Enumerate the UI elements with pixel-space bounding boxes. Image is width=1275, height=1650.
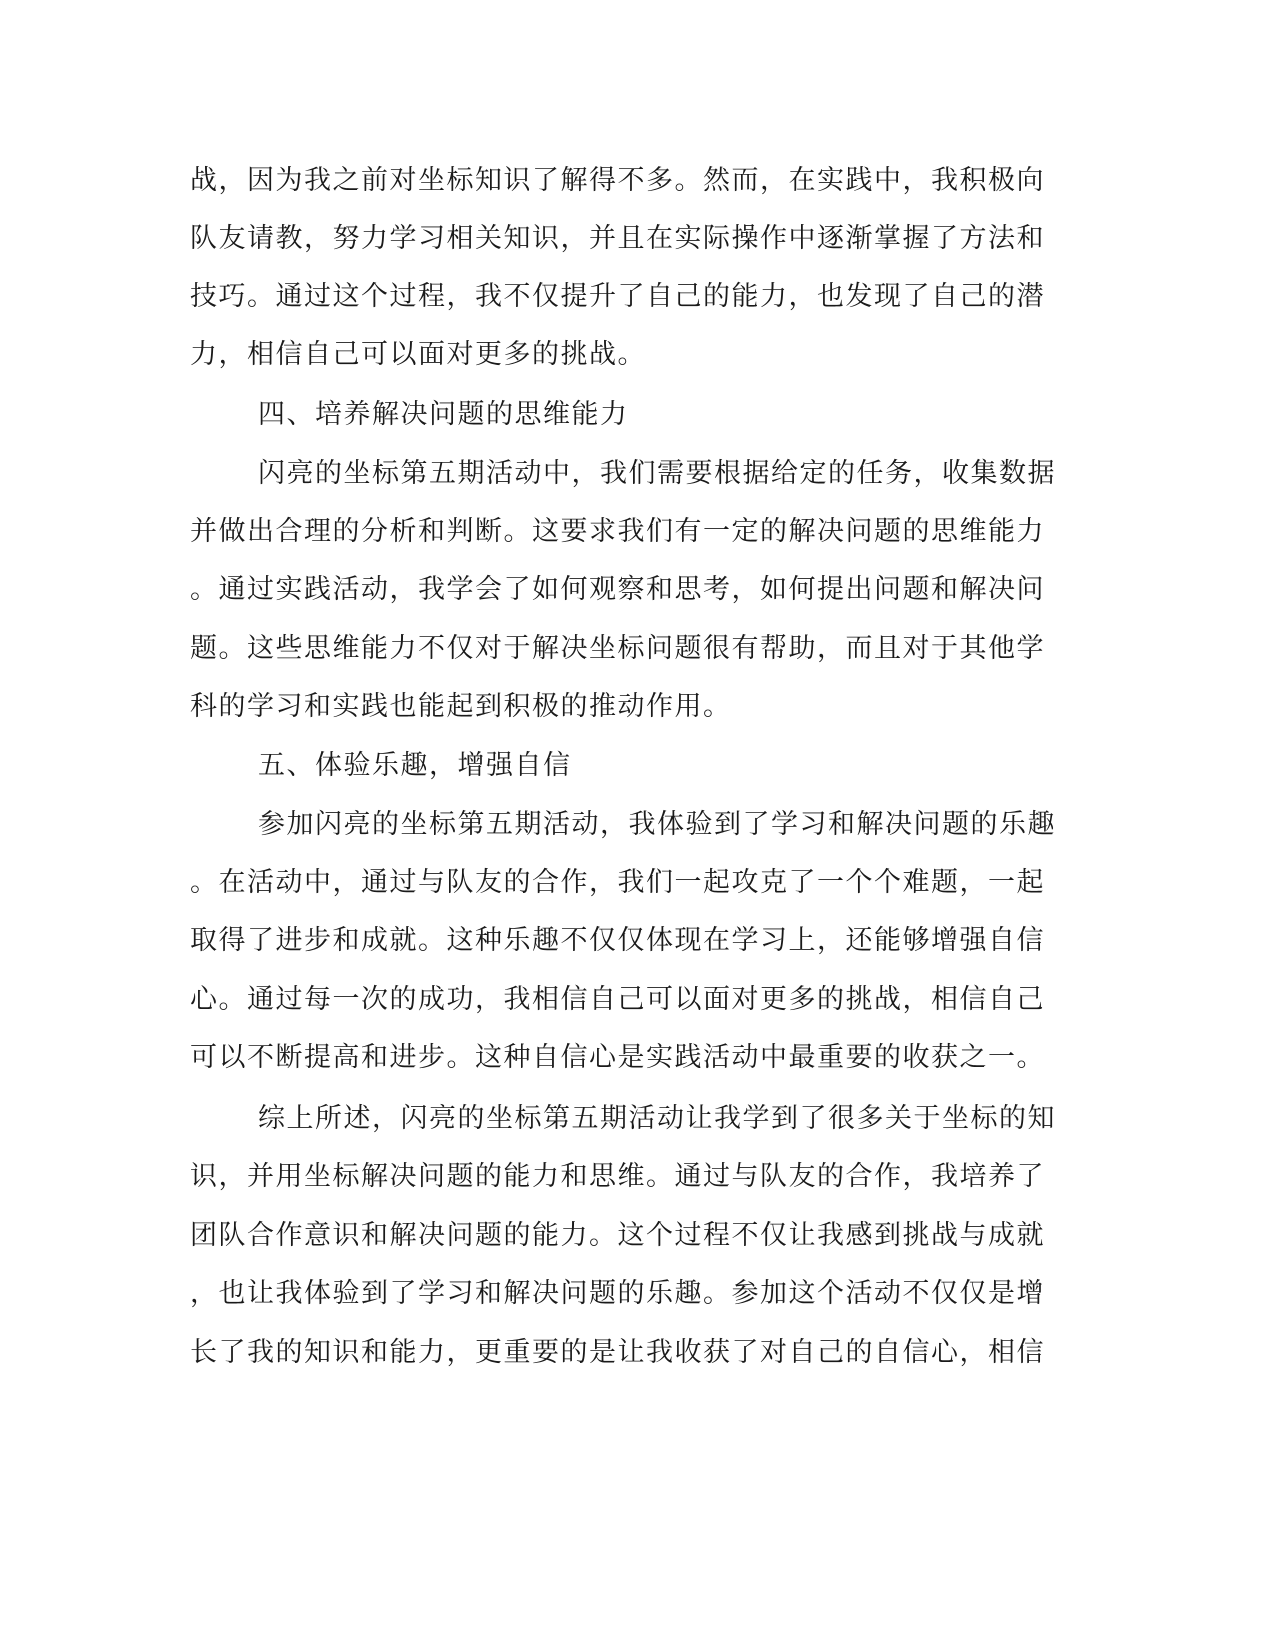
text-line: 可以不断提高和进步。这种自信心是实践活动中最重要的收获之一。 (190, 1042, 1045, 1073)
text-line: 并做出合理的分析和判断。这要求我们有一定的解决问题的思维能力 (190, 516, 1045, 547)
text-line: 综上所述，闪亮的坐标第五期活动让我学到了很多关于坐标的知 (258, 1103, 1056, 1134)
text-line: 战，因为我之前对坐标知识了解得不多。然而，在实践中，我积极向 (190, 165, 1045, 196)
text-line: 。通过实践活动，我学会了如何观察和思考，如何提出问题和解决问 (190, 574, 1045, 605)
text-line: 题。这些思维能力不仅对于解决坐标问题很有帮助，而且对于其他学 (190, 633, 1045, 664)
section-heading: 四、培养解决问题的思维能力 (258, 399, 629, 430)
text-line: 力，相信自己可以面对更多的挑战。 (190, 339, 646, 370)
text-line: 。在活动中，通过与队友的合作，我们一起攻克了一个个难题，一起 (190, 867, 1045, 898)
text-line: 科的学习和实践也能起到积极的推动作用。 (190, 691, 732, 722)
text-line: ，也让我体验到了学习和解决问题的乐趣。参加这个活动不仅仅是增 (190, 1278, 1045, 1309)
text-line: 技巧。通过这个过程，我不仅提升了自己的能力，也发现了自己的潜 (190, 281, 1045, 312)
text-line: 队友请教，努力学习相关知识，并且在实际操作中逐渐掌握了方法和 (190, 223, 1045, 254)
section-heading: 五、体验乐趣，增强自信 (258, 750, 572, 781)
text-line: 参加闪亮的坐标第五期活动，我体验到了学习和解决问题的乐趣 (258, 809, 1056, 840)
text-line: 团队合作意识和解决问题的能力。这个过程不仅让我感到挑战与成就 (190, 1220, 1045, 1251)
text-line: 长了我的知识和能力，更重要的是让我收获了对自己的自信心，相信 (190, 1337, 1045, 1368)
text-line: 心。通过每一次的成功，我相信自己可以面对更多的挑战，相信自己 (190, 984, 1045, 1015)
text-line: 取得了进步和成就。这种乐趣不仅仅体现在学习上，还能够增强自信 (190, 925, 1045, 956)
text-line: 识，并用坐标解决问题的能力和思维。通过与队友的合作，我培养了 (190, 1161, 1045, 1192)
text-line: 闪亮的坐标第五期活动中，我们需要根据给定的任务，收集数据 (258, 458, 1056, 489)
